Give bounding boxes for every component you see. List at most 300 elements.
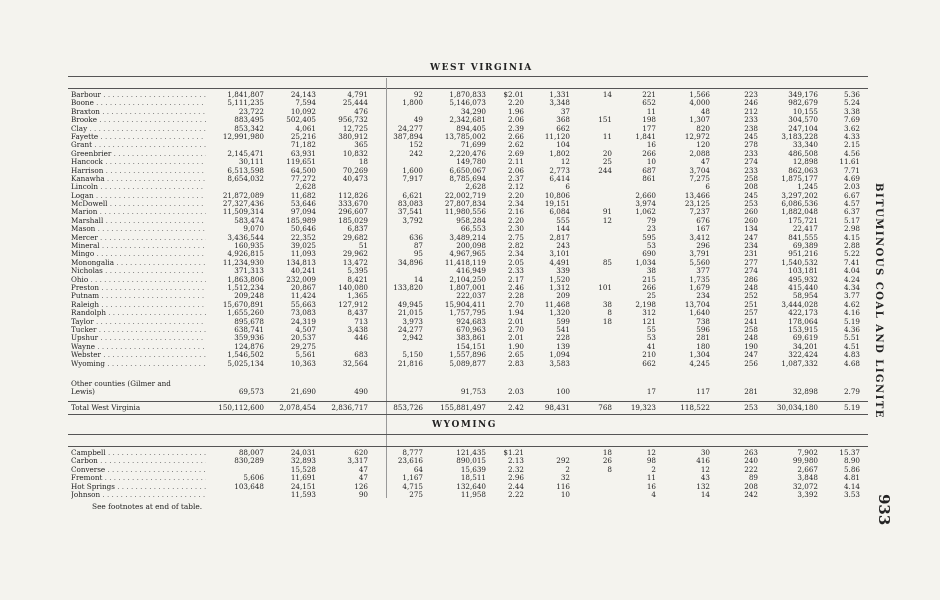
cell-col-6: 555 [556, 215, 570, 225]
county-name: Preston . . . [71, 284, 206, 292]
cell-col-11: 322,424 [788, 350, 818, 360]
cell-col-2: 380,912 [338, 131, 368, 141]
cell-col-3: 92 [413, 90, 423, 99]
cell-col-6: 1,094 [549, 350, 570, 360]
cell-col-1: 32,893 [290, 456, 316, 466]
cell-col-0: 8,654,032 [227, 173, 264, 183]
cell-col-11: 3,392 [797, 489, 818, 499]
cell-col-5: 2.17 [507, 274, 524, 284]
cell-col-4: 121,435 [456, 448, 486, 457]
cell-col-11: 7,902 [797, 448, 818, 457]
cell-col-7: 91 [602, 207, 612, 217]
cell-col-11: 22,417 [792, 224, 818, 234]
cell-col-1: 11,593 [290, 489, 316, 499]
county-name: Lincoln . . . [71, 183, 206, 191]
cell-col-10: 190 [744, 341, 758, 351]
cell-col-9: 2,088 [689, 148, 710, 158]
cell-col-4: 222,037 [456, 291, 486, 301]
cell-col-0: 11,234,930 [222, 257, 264, 267]
cell-col-3: 24,277 [397, 123, 423, 133]
county-name: Campbell . . . [71, 449, 206, 457]
cell-col-2: 6,837 [347, 224, 368, 234]
other-counties-label-line1: Other counties (Gilmer and [71, 379, 171, 388]
cell-col-6: 10,806 [544, 190, 570, 200]
cell-col-2: 3,317 [347, 456, 368, 466]
cell-col-8: 215 [642, 274, 656, 284]
cell-col-1: 39,025 [290, 241, 316, 251]
cell-col-2: 126 [354, 481, 368, 491]
cell-col-5: 2.69 [507, 148, 524, 158]
cell-col-9: 377 [696, 266, 710, 276]
cell-col-3: 4,715 [402, 481, 423, 491]
cell-col-8: 687 [642, 165, 656, 175]
cell-col-9: 4,245 [689, 358, 710, 368]
cell-col-5: 2.01 [507, 333, 524, 343]
cell-col-11: 69,389 [792, 241, 818, 251]
cell-col-0: 69,573 [238, 387, 264, 397]
cell-col-4: 416,949 [456, 266, 486, 276]
cell-col-12: 4.81 [843, 473, 860, 483]
cell-col-5: 2.01 [507, 316, 524, 326]
cell-col-0: 1,655,260 [227, 308, 264, 318]
cell-col-2: 29,682 [342, 232, 368, 242]
cell-col-12: 2.03 [843, 182, 860, 192]
cell-col-6: 116 [556, 481, 570, 491]
cell-col-1: 63,931 [290, 148, 316, 158]
cell-col-9: 43 [700, 473, 710, 483]
cell-col-5: 1.90 [507, 341, 524, 351]
wyoming-top-rule [68, 434, 868, 435]
cell-col-2: 32,564 [342, 358, 368, 368]
county-name: Brooke . . . [71, 116, 206, 124]
cell-col-12: 4.34 [843, 282, 860, 292]
cell-col-6: 2,817 [549, 232, 570, 242]
cell-col-8: 221 [642, 90, 656, 99]
cell-col-11: 349,176 [788, 90, 818, 99]
cell-col-3: 275 [409, 489, 423, 499]
cell-col-1: 11,682 [290, 190, 316, 200]
cell-col-4: 1,870,833 [449, 90, 486, 99]
cell-col-12: 5.51 [843, 333, 860, 343]
cell-col-8: 98 [646, 456, 656, 466]
cell-col-2: 5,395 [347, 266, 368, 276]
cell-col-1: 24,319 [290, 316, 316, 326]
cell-col-0: 12,991,980 [222, 131, 264, 141]
cell-col-9: 7,237 [689, 207, 710, 217]
cell-col-9: 1,307 [689, 115, 710, 125]
cell-col-1: 2,078,454 [279, 403, 316, 412]
county-name: Wayne . . . [71, 343, 206, 351]
cell-col-6: 12 [560, 157, 570, 167]
cell-col-1: 134,813 [286, 257, 316, 267]
cell-col-10: 248 [744, 333, 758, 343]
cell-col-6: 209 [556, 291, 570, 301]
cell-col-5: 2.82 [507, 241, 524, 251]
cell-col-9: 23,125 [684, 199, 710, 209]
cell-col-6: 243 [556, 241, 570, 251]
cell-col-4: 200,098 [456, 241, 486, 251]
cell-col-4: 5,146,073 [449, 98, 486, 108]
cell-col-10: 241 [744, 316, 758, 326]
cell-col-11: 422,173 [788, 308, 818, 318]
cell-col-7: 25 [602, 157, 612, 167]
cell-col-12: 4.36 [843, 324, 860, 334]
cell-col-12: 4.69 [843, 173, 860, 183]
cell-col-12: 4.57 [843, 199, 860, 209]
cell-col-6: 11,468 [544, 299, 570, 309]
cell-col-0: 895,678 [234, 316, 264, 326]
cell-col-3: 64 [413, 464, 423, 474]
cell-col-11: 153,915 [788, 324, 818, 334]
cell-col-4: 890,015 [456, 456, 486, 466]
cell-col-9: 167 [696, 224, 710, 234]
cell-col-0: 371,313 [234, 266, 264, 276]
cell-col-2: 140,080 [338, 282, 368, 292]
county-name: Hancock . . . [71, 158, 206, 166]
cell-col-5: 2.83 [507, 358, 524, 368]
cell-col-7: 18 [602, 448, 612, 457]
cell-col-10: 253 [744, 403, 758, 412]
county-name: Converse . . . [71, 466, 206, 474]
cell-col-8: 690 [642, 249, 656, 259]
county-name: Hot Springs . . . [71, 483, 206, 491]
county-name: Kanawha . . . [71, 175, 206, 183]
cell-col-11: 1,875,177 [781, 173, 818, 183]
cell-col-5: 2.06 [507, 165, 524, 175]
cell-col-9: 234 [696, 291, 710, 301]
cell-col-9: 676 [696, 215, 710, 225]
wyoming-heading: WYOMING [432, 420, 497, 430]
cell-col-1: 185,989 [286, 215, 316, 225]
cell-col-8: 38 [646, 266, 656, 276]
cell-col-9: 416 [696, 456, 710, 466]
cell-col-6: 1,320 [549, 308, 570, 318]
cell-col-0: 21,872,089 [222, 190, 264, 200]
cell-col-7: 18 [602, 316, 612, 326]
cell-col-4: 66,553 [460, 224, 486, 234]
cell-col-8: 10 [646, 157, 656, 167]
cell-col-10: 238 [744, 123, 758, 133]
cell-col-4: 6,650,067 [449, 165, 486, 175]
cell-col-2: 476 [354, 106, 368, 116]
cell-col-12: 7.69 [843, 115, 860, 125]
cell-col-5: 2.30 [507, 224, 524, 234]
cell-col-10: 208 [744, 182, 758, 192]
cell-col-8: 312 [642, 308, 656, 318]
cell-col-9: 180 [696, 341, 710, 351]
cell-col-2: 296,607 [338, 207, 368, 217]
county-name: Total West Virginia [71, 404, 141, 412]
cell-col-12: 5.22 [843, 249, 860, 259]
cell-col-6: 1,520 [549, 274, 570, 284]
cell-col-6: 541 [556, 324, 570, 334]
cell-col-10: 234 [744, 241, 758, 251]
cell-col-2: 185,029 [338, 215, 368, 225]
county-name: Fremont . . . [71, 474, 206, 482]
header-rule [68, 88, 868, 89]
cell-col-12: 5.19 [843, 403, 860, 412]
county-name: Mingo . . . [71, 250, 206, 258]
cell-col-6: 6,084 [549, 207, 570, 217]
cell-col-3: 24,277 [397, 324, 423, 334]
cell-col-10: 233 [744, 148, 758, 158]
cell-col-9: 596 [696, 324, 710, 334]
cell-col-1: 11,424 [290, 291, 316, 301]
cell-col-6: 599 [556, 316, 570, 326]
cell-col-6: 6 [565, 182, 570, 192]
west-virginia-heading: WEST VIRGINIA [430, 63, 533, 73]
cell-col-12: 5.19 [843, 316, 860, 326]
cell-col-8: 1,062 [635, 207, 656, 217]
cell-col-9: 47 [700, 157, 710, 167]
county-name: Greenbrier . . . [71, 150, 206, 158]
cell-col-12: 6.67 [843, 190, 860, 200]
cell-col-6: 2,773 [549, 165, 570, 175]
cell-col-8: 2,660 [635, 190, 656, 200]
cell-col-10: 212 [744, 106, 758, 116]
cell-col-12: 3.62 [843, 123, 860, 133]
cell-col-1: 20,867 [290, 282, 316, 292]
cell-col-4: 22,002,719 [444, 190, 486, 200]
cell-col-10: 256 [744, 358, 758, 368]
footnote: See footnotes at end of table. [92, 502, 203, 511]
cell-col-7: 768 [598, 403, 612, 412]
cell-col-10: 260 [744, 207, 758, 217]
wyoming-header-rule [68, 446, 868, 447]
cell-col-0: 5,111,235 [227, 98, 264, 108]
cell-col-4: 15,639 [460, 464, 486, 474]
cell-col-0: 5,606 [243, 473, 264, 483]
cell-col-2: 127,912 [338, 299, 368, 309]
cell-col-12: 4.83 [843, 350, 860, 360]
cell-col-9: 4,000 [689, 98, 710, 108]
cell-col-3: 34,896 [397, 257, 423, 267]
cell-col-5: 2.75 [507, 232, 524, 242]
cell-col-2: 956,732 [338, 115, 368, 125]
other-counties-values [68, 388, 868, 396]
cell-col-12: 5.36 [843, 90, 860, 99]
cell-col-9: 12,972 [684, 131, 710, 141]
cell-col-0: 638,741 [234, 324, 264, 334]
cell-col-11: 3,444,028 [781, 299, 818, 309]
cell-col-7: 20 [602, 148, 612, 158]
cell-col-11: 1,540,532 [781, 257, 818, 267]
cell-col-1: 24,151 [290, 481, 316, 491]
cell-col-5: $2.01 [503, 90, 524, 99]
cell-col-12: 2.15 [843, 140, 860, 150]
cell-col-11: 6,086,536 [781, 199, 818, 209]
cell-col-1: 77,272 [290, 173, 316, 183]
cell-col-3: 636 [409, 232, 423, 242]
cell-col-1: 40,241 [290, 266, 316, 276]
cell-col-4: 149,780 [456, 157, 486, 167]
cell-col-1: 55,663 [290, 299, 316, 309]
cell-col-8: 861 [642, 173, 656, 183]
cell-col-8: 23 [646, 224, 656, 234]
cell-col-4: 1,807,001 [449, 282, 486, 292]
cell-col-0: 103,648 [234, 481, 264, 491]
cell-col-12: 4.14 [843, 481, 860, 491]
county-name: Fayette . . . [71, 133, 206, 141]
cell-col-6: 144 [556, 224, 570, 234]
cell-col-3: 6,621 [402, 190, 423, 200]
cell-col-6: 228 [556, 333, 570, 343]
cell-col-1: 502,405 [286, 115, 316, 125]
cell-col-12: 15.37 [839, 448, 860, 457]
cell-col-8: 2 [651, 464, 656, 474]
cell-col-1: 119,651 [286, 157, 316, 167]
cell-col-6: 368 [556, 115, 570, 125]
cell-col-12: 8.90 [843, 456, 860, 466]
cell-col-10: 242 [744, 489, 758, 499]
cell-col-8: 16 [646, 481, 656, 491]
cell-col-12: 2.98 [843, 224, 860, 234]
cell-col-6: 104 [556, 140, 570, 150]
cell-col-0: 4,926,815 [227, 249, 264, 259]
cell-col-5: 2.33 [507, 266, 524, 276]
county-name: Randolph . . . [71, 309, 206, 317]
cell-col-3: 8,777 [402, 448, 423, 457]
cell-col-10: 277 [744, 257, 758, 267]
cell-col-9: 5,560 [689, 257, 710, 267]
cell-col-10: 253 [744, 199, 758, 209]
cell-col-8: 198 [642, 115, 656, 125]
cell-col-11: 34,201 [792, 341, 818, 351]
county-name: Barbour . . . [71, 91, 206, 99]
cell-col-11: 1,882,048 [781, 207, 818, 217]
cell-col-8: 53 [646, 241, 656, 251]
cell-col-1: 73,083 [290, 308, 316, 318]
cell-col-1: 64,500 [290, 165, 316, 175]
cell-col-7: 8 [607, 464, 612, 474]
county-name: Raleigh . . . [71, 301, 206, 309]
cell-col-11: 3,848 [797, 473, 818, 483]
cell-col-6: 32 [560, 473, 570, 483]
cell-col-10: 274 [744, 266, 758, 276]
cell-col-0: 9,070 [243, 224, 264, 234]
cell-col-12: 4.68 [843, 358, 860, 368]
cell-col-12: 11.61 [839, 157, 860, 167]
cell-col-10: 252 [744, 291, 758, 301]
cell-col-1: 2,628 [295, 182, 316, 192]
cell-col-0: 6,513,598 [227, 165, 264, 175]
cell-col-11: 12,898 [792, 157, 818, 167]
cell-col-2: 2,836,717 [331, 403, 368, 412]
cell-col-9: 13,704 [684, 299, 710, 309]
cell-col-10: 258 [744, 324, 758, 334]
cell-col-8: 17 [646, 387, 656, 397]
cell-col-2: 47 [358, 473, 368, 483]
cell-col-2: 620 [354, 448, 368, 457]
cell-col-5: 2.11 [507, 157, 524, 167]
cell-col-5: 2.96 [507, 473, 524, 483]
cell-col-6: 2 [565, 464, 570, 474]
cell-col-9: 1,304 [689, 350, 710, 360]
cell-col-6: 10 [560, 489, 570, 499]
cell-col-5: 2.66 [507, 131, 524, 141]
cell-col-1: 11,093 [290, 249, 316, 259]
cell-col-5: 2.70 [507, 324, 524, 334]
cell-col-12: 4.56 [843, 148, 860, 158]
cell-col-3: 1,167 [402, 473, 423, 483]
cell-col-5: 2.34 [507, 249, 524, 259]
cell-col-4: 3,489,214 [449, 232, 486, 242]
cell-col-8: 41 [646, 341, 656, 351]
cell-col-3: 853,726 [393, 403, 423, 412]
cell-col-6: 139 [556, 341, 570, 351]
cell-col-4: 15,904,411 [444, 299, 486, 309]
cell-col-11: 841,555 [788, 232, 818, 242]
cell-col-10: 258 [744, 173, 758, 183]
cell-col-4: 670,963 [456, 324, 486, 334]
cell-col-5: 2.12 [507, 182, 524, 192]
cell-col-1: 21,690 [290, 387, 316, 397]
county-name: Mineral . . . [71, 242, 206, 250]
cell-col-11: 2,667 [797, 464, 818, 474]
cell-col-3: 133,820 [393, 282, 423, 292]
cell-col-11: 33,340 [792, 140, 818, 150]
cell-col-3: 1,600 [402, 165, 423, 175]
cell-col-0: 124,876 [234, 341, 264, 351]
cell-col-11: 486,508 [788, 148, 818, 158]
cell-col-3: 87 [413, 241, 423, 251]
cell-col-0: 1,546,502 [227, 350, 264, 360]
cell-col-2: 8,437 [347, 308, 368, 318]
county-name: Nicholas . . . [71, 267, 206, 275]
cell-col-2: 90 [358, 489, 368, 499]
cell-col-10: 245 [744, 131, 758, 141]
running-title: BITUMINOUS COAL AND LIGNITE [873, 183, 884, 419]
cell-col-12: 4.16 [843, 308, 860, 318]
other-counties-label-line2: Lewis) [71, 387, 95, 397]
cell-col-2: 18 [358, 157, 368, 167]
cell-col-9: 48 [700, 106, 710, 116]
cell-col-2: 10,832 [342, 148, 368, 158]
top-rule [68, 76, 868, 77]
cell-col-0: 1,512,234 [227, 282, 264, 292]
cell-col-9: 118,522 [680, 403, 710, 412]
cell-col-1: 10,363 [290, 358, 316, 368]
cell-col-5: 2.22 [507, 489, 524, 499]
cell-col-8: 266 [642, 148, 656, 158]
cell-col-11: 951,216 [788, 249, 818, 259]
cell-col-11: 103,181 [788, 266, 818, 276]
cell-col-9: 12 [700, 464, 710, 474]
cell-col-8: 53 [646, 333, 656, 343]
cell-col-4: 71,699 [460, 140, 486, 150]
cell-col-4: 4,967,965 [449, 249, 486, 259]
cell-col-1: 53,646 [290, 199, 316, 209]
cell-col-12: 5.86 [843, 464, 860, 474]
table-row [68, 404, 868, 412]
cell-col-3: 3,792 [402, 215, 423, 225]
cell-col-2: 3,438 [347, 324, 368, 334]
cell-col-1: 50,646 [290, 224, 316, 234]
cell-col-4: 1,557,896 [449, 350, 486, 360]
cell-col-6: 19,151 [544, 199, 570, 209]
cell-col-3: 3,973 [402, 316, 423, 326]
cell-col-5: 2.70 [507, 299, 524, 309]
cell-col-10: 247 [744, 350, 758, 360]
cell-col-8: 595 [642, 232, 656, 242]
county-name: Grant . . . [71, 141, 206, 149]
cell-col-10: 274 [744, 157, 758, 167]
cell-col-9: 281 [696, 333, 710, 343]
county-name: Webster . . . [71, 351, 206, 359]
cell-col-9: 117 [696, 387, 710, 397]
cell-col-1: 25,216 [290, 131, 316, 141]
cell-col-5: $1.21 [503, 448, 524, 457]
